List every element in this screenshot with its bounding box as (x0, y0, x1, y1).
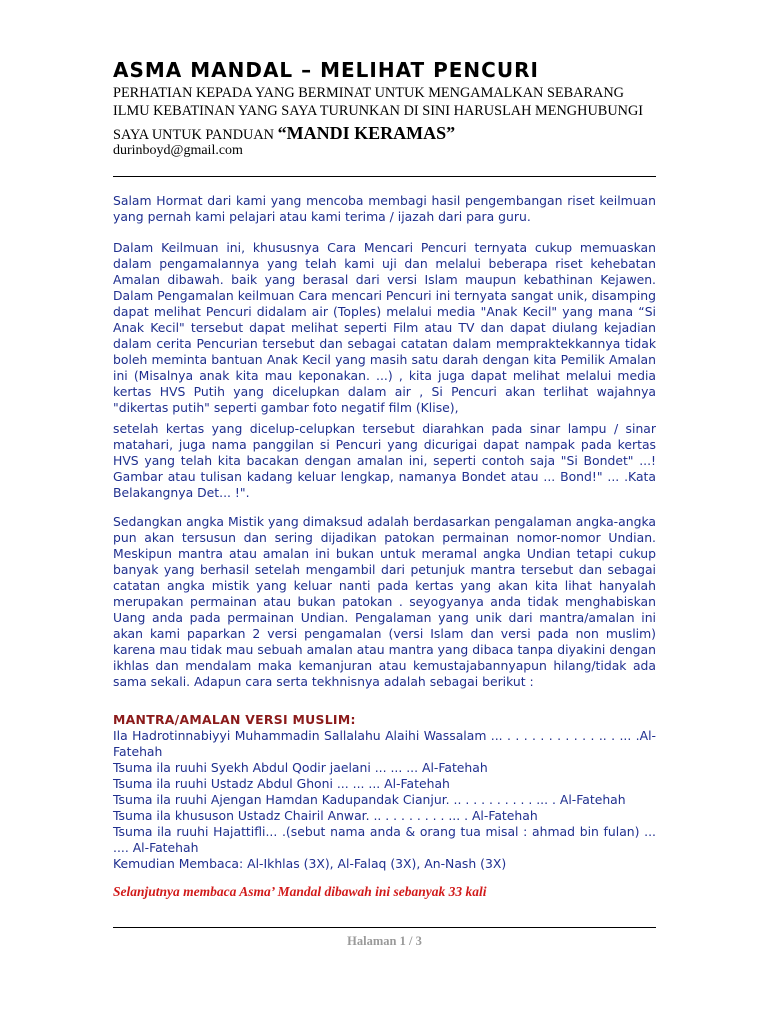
notice-line-3 (113, 124, 659, 144)
mantra-line: Tsuma ila ruuhi Hajattifli... .(sebut nama anda & orang tua misal : ahmad bin fulan) ... .... Al-Fatehah (113, 824, 656, 855)
page-number: Halaman 1 / 3 (347, 934, 422, 948)
mantra-line: Tsuma ila ruuhi Ustadz Abdul Ghoni ... ... ... Al-Fatehah (113, 776, 450, 791)
closing-instruction: Selanjutnya membaca Asma’ Mandal dibawah ini sebanyak 33 kali (113, 884, 487, 899)
mantra-line: Tsuma ila khususon Ustadz Chairil Anwar. .. . . . . . . . . ... . Al-Fatehah (113, 808, 538, 823)
notice-paragraph (113, 84, 659, 144)
mantra-line: Tsuma ila ruuhi Ajengan Hamdan Kadupandak Cianjur. .. . . . . . . . . . ... . Al-Fatehah (113, 792, 626, 807)
paragraph-method: Dalam Keilmuan ini, khususnya Cara Mencari Pencuri ternyata cukup memuaskan dalam pengamalannya yang telah kami uji dan melalui beberapa riset kehebatan Amalan dibawah. baik yang berasal dari versi Islam maupun kebathinan Kejawen. Dalam Pengamalan keilmuan Cara mencari Pencuri ini ternyata sangat unik, disamping dapat melihat Pencuri didalam air (Toples) melalui media "Anak Kecil" yang mana “Si Anak Kecil" tersebut dapat melihat seperti Film atau TV dan dapat diulang kejadian dalam cerita Pencurian tersebut dan sebagai catatan dalam mempraktekkannya tidak boleh meminta bantuan Anak Kecil yang masih satu darah dengan kita Pemilik Amalan ini (Misalnya anak kita mau keponakan. ...) , kita juga dapat melihat melalui media kertas HVS Putih yang dicelupkan dalam air , Si Pencuri akan terlihat wajahnya "dikertas putih" seperti gambar foto negatif film (Klise), (113, 240, 656, 415)
mantra-line: Kemudian Membaca: Al-Ikhlas (3X), Al-Falaq (3X), An-Nash (3X) (113, 856, 507, 871)
notice-line-1: PERHATIAN KEPADA YANG BERMINAT UNTUK MENGAMALKAN SEBARANG (113, 85, 625, 101)
paragraph-greeting: Salam Hormat dari kami yang mencoba membagi hasil pengembangan riset keilmuan yang pernah kami pelajari atau kami terima / ijazah dari para guru. (113, 193, 656, 224)
section-heading: MANTRA/AMALAN VERSI MUSLIM: (113, 712, 356, 727)
mantra-line: Tsuma ila ruuhi Syekh Abdul Qodir jaelani ... ... ... Al-Fatehah (113, 760, 488, 775)
footer-divider (113, 927, 656, 928)
contact-email: durinboyd@gmail.com (113, 143, 243, 158)
document-title: ASMA MANDAL – MELIHAT PENCURI (113, 58, 539, 82)
paragraph-example: setelah kertas yang dicelup-celupkan tersebut diarahkan pada sinar lampu / sinar matahari, juga nama panggilan si Pencuri yang dicurigai dapat nampak pada kertas HVS yang telah kita bacakan dengan amalan ini, seperti contoh saja "Si Bondet" ...! Gambar atau tulisan kadang keluar lengkap, namanya Bondet atau ... Bond!" ... .Kata Belakangnya Det... !". (113, 421, 656, 500)
header-divider (113, 176, 656, 177)
notice-line-3-prefix: SAYA UNTUK PANDUAN (113, 127, 278, 143)
paragraph-mystic-numbers: Sedangkan angka Mistik yang dimaksud adalah berdasarkan pengalaman angka-angka pun akan tersusun dan sering dijadikan patokan permainan nomor-nomor Undian. Meskipun mantra atau amalan ini bukan untuk meramal angka Undian tetapi cukup banyak yang berhasil setelah mengambil dari petunjuk mantra tersebut dan sebagai catatan angka mistik yang keluar nanti pada kertas yang akan kita lihat hanyalah merupakan permainan atau bukan patokan . seyogyanya anda tidak menghabiskan Uang anda pada permainan Undian. Pengalaman yang unik dari mantra/amalan ini akan kami paparkan 2 versi pengamalan (versi Islam dan versi pada non muslim) karena mau tidak mau sebuah amalan atau mantra yang dibaca tanpa diyakini dengan ikhlas dan mendalam maka kemanjuran atau kemustajabannyapun hilang/tidak ada sama sekali. Adapun cara serta tekhnisnya adalah sebagai berikut : (113, 514, 656, 689)
mantra-line: Ila Hadrotinnabiyyi Muhammadin Sallalahu Alaihi Wassalam ... . . . . . . . . . . . .. . ... .Al-Fatehah (113, 728, 656, 759)
notice-line-2: ILMU KEBATINAN YANG SAYA TURUNKAN DI SINI HARUSLAH MENGHUBUNGI (113, 103, 644, 119)
mantra-list (113, 728, 656, 872)
notice-emphasis: “MANDI KERAMAS” (277, 123, 456, 143)
